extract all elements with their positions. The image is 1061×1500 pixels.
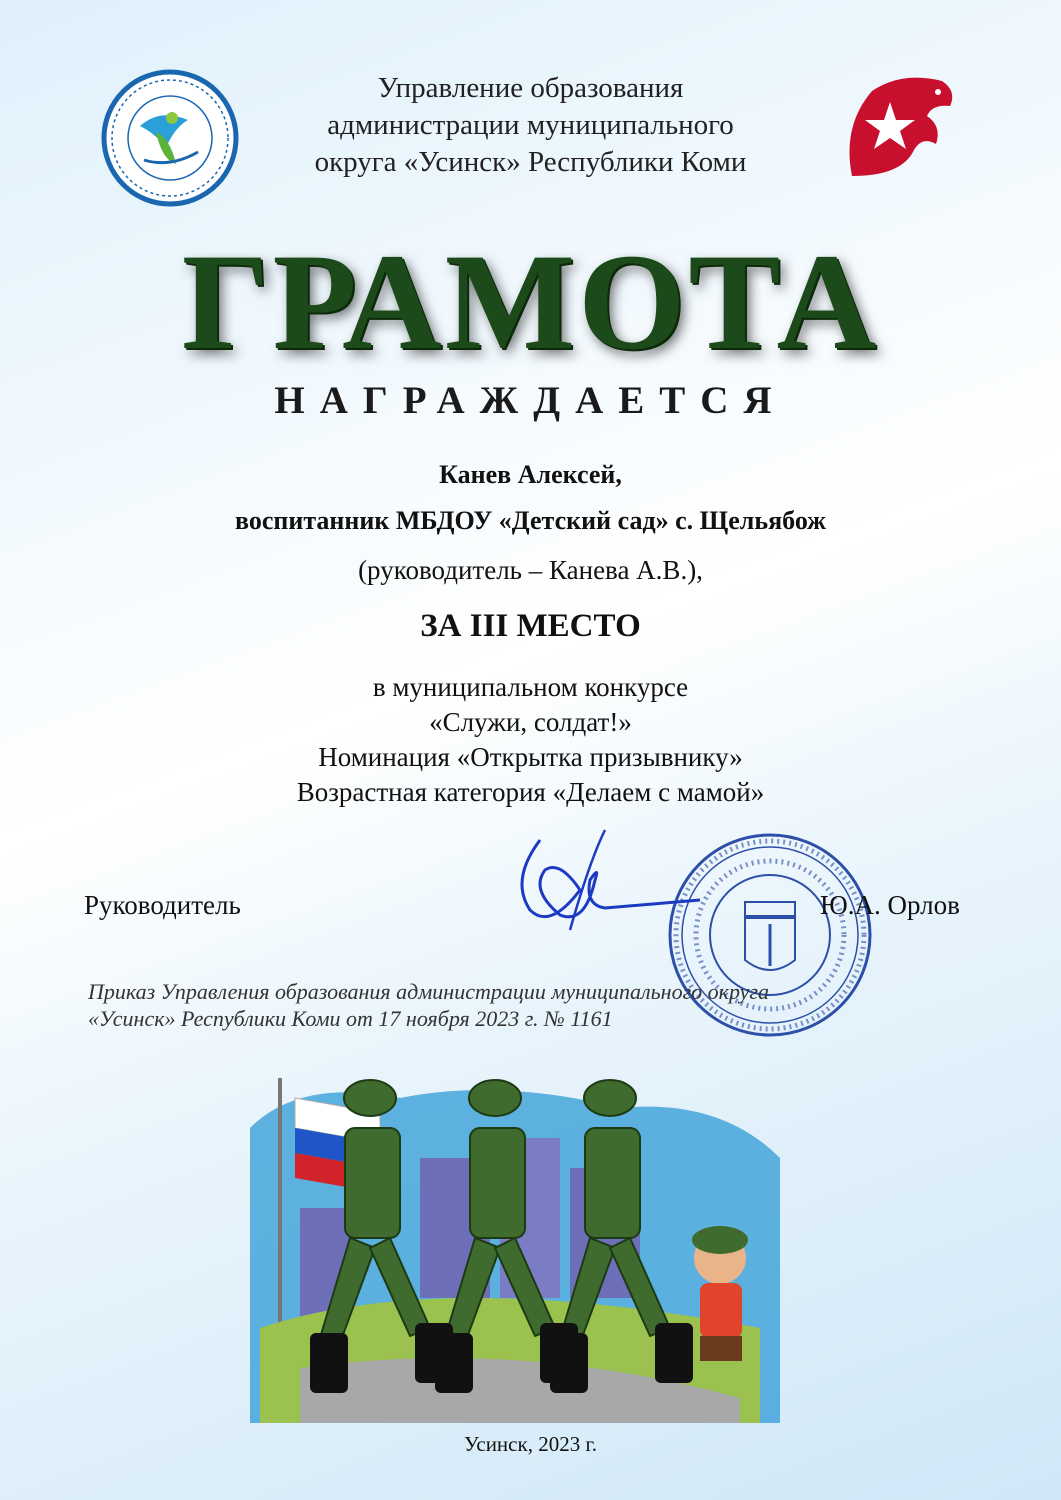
order-line: Приказ Управления образования администрации муниципального округа: [88, 979, 770, 1004]
signatory-name: Ю.А. Орлов: [820, 890, 960, 920]
recipient-affiliation: воспитанник МБДОУ «Детский сад» с. Щельябож: [234, 506, 827, 535]
signature-icon: [500, 820, 715, 950]
award-place: ЗА III МЕСТО: [420, 608, 641, 644]
order-reference: [88, 978, 769, 1032]
certificate-title: ГРАМОТА: [181, 225, 880, 378]
marching-soldiers-illustration-icon: [240, 1068, 790, 1423]
contest-line: Номинация «Открытка призывнику»: [318, 742, 743, 772]
recipient-name: Канев Алексей,: [439, 460, 622, 489]
order-line: «Усинск» Республики Коми от 17 ноября 2023 г. № 1161: [88, 1006, 613, 1031]
awarded-heading: НАГРАЖДАЕТСЯ: [274, 379, 787, 422]
contest-details: [0, 670, 1061, 810]
contest-line: «Служи, солдат!»: [429, 707, 632, 737]
issuer-line: Управление образования: [377, 72, 684, 104]
contest-line: Возрастная категория «Делаем с мамой»: [296, 777, 765, 807]
issuer-line: округа «Усинск» Республики Коми: [314, 146, 747, 178]
issuer-line: администрации муниципального: [327, 109, 734, 141]
signatory-role: Руководитель: [84, 890, 241, 920]
recipient-leader: (руководитель – Канева А.В.),: [358, 555, 703, 585]
issuer-header: [0, 70, 1061, 181]
contest-line: в муниципальном конкурсе: [372, 672, 689, 702]
place-and-year: Усинск, 2023 г.: [464, 1432, 597, 1456]
